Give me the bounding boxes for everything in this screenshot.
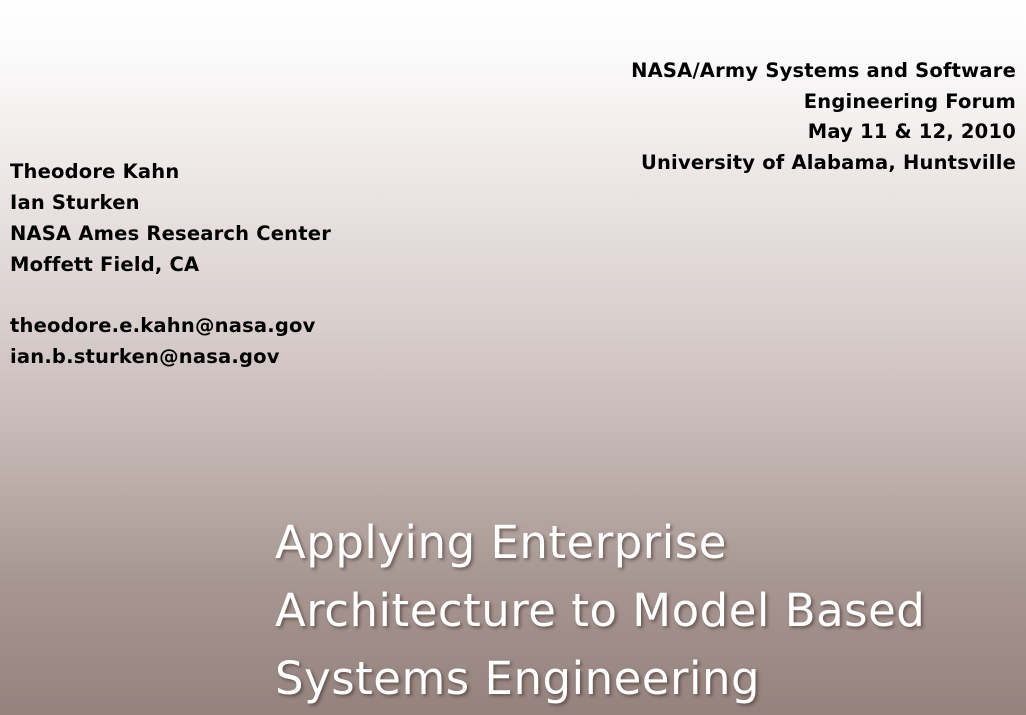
- title-line-2: Architecture to Model Based: [275, 584, 926, 637]
- author-email-2: ian.b.sturken@nasa.gov: [10, 345, 280, 368]
- title-line-1: Applying Enterprise: [275, 516, 727, 569]
- author-location: Moffett Field, CA: [10, 253, 200, 276]
- event-name-line1: NASA/Army Systems and Software: [631, 59, 1016, 82]
- author-email-1: theodore.e.kahn@nasa.gov: [10, 314, 316, 337]
- event-venue: University of Alabama, Huntsville: [640, 150, 1016, 174]
- event-name-line2: Engineering Forum: [803, 89, 1016, 113]
- author-info: [10, 156, 331, 372]
- author-organization: NASA Ames Research Center: [10, 222, 332, 245]
- presentation-title: [275, 509, 925, 713]
- spacer: [10, 280, 331, 310]
- event-info: [631, 56, 1016, 178]
- author-name-1: Theodore Kahn: [10, 160, 180, 183]
- title-line-3: Systems Engineering: [275, 652, 761, 705]
- author-name-2: Ian Sturken: [10, 191, 140, 214]
- event-date: May 11 & 12, 2010: [807, 120, 1016, 143]
